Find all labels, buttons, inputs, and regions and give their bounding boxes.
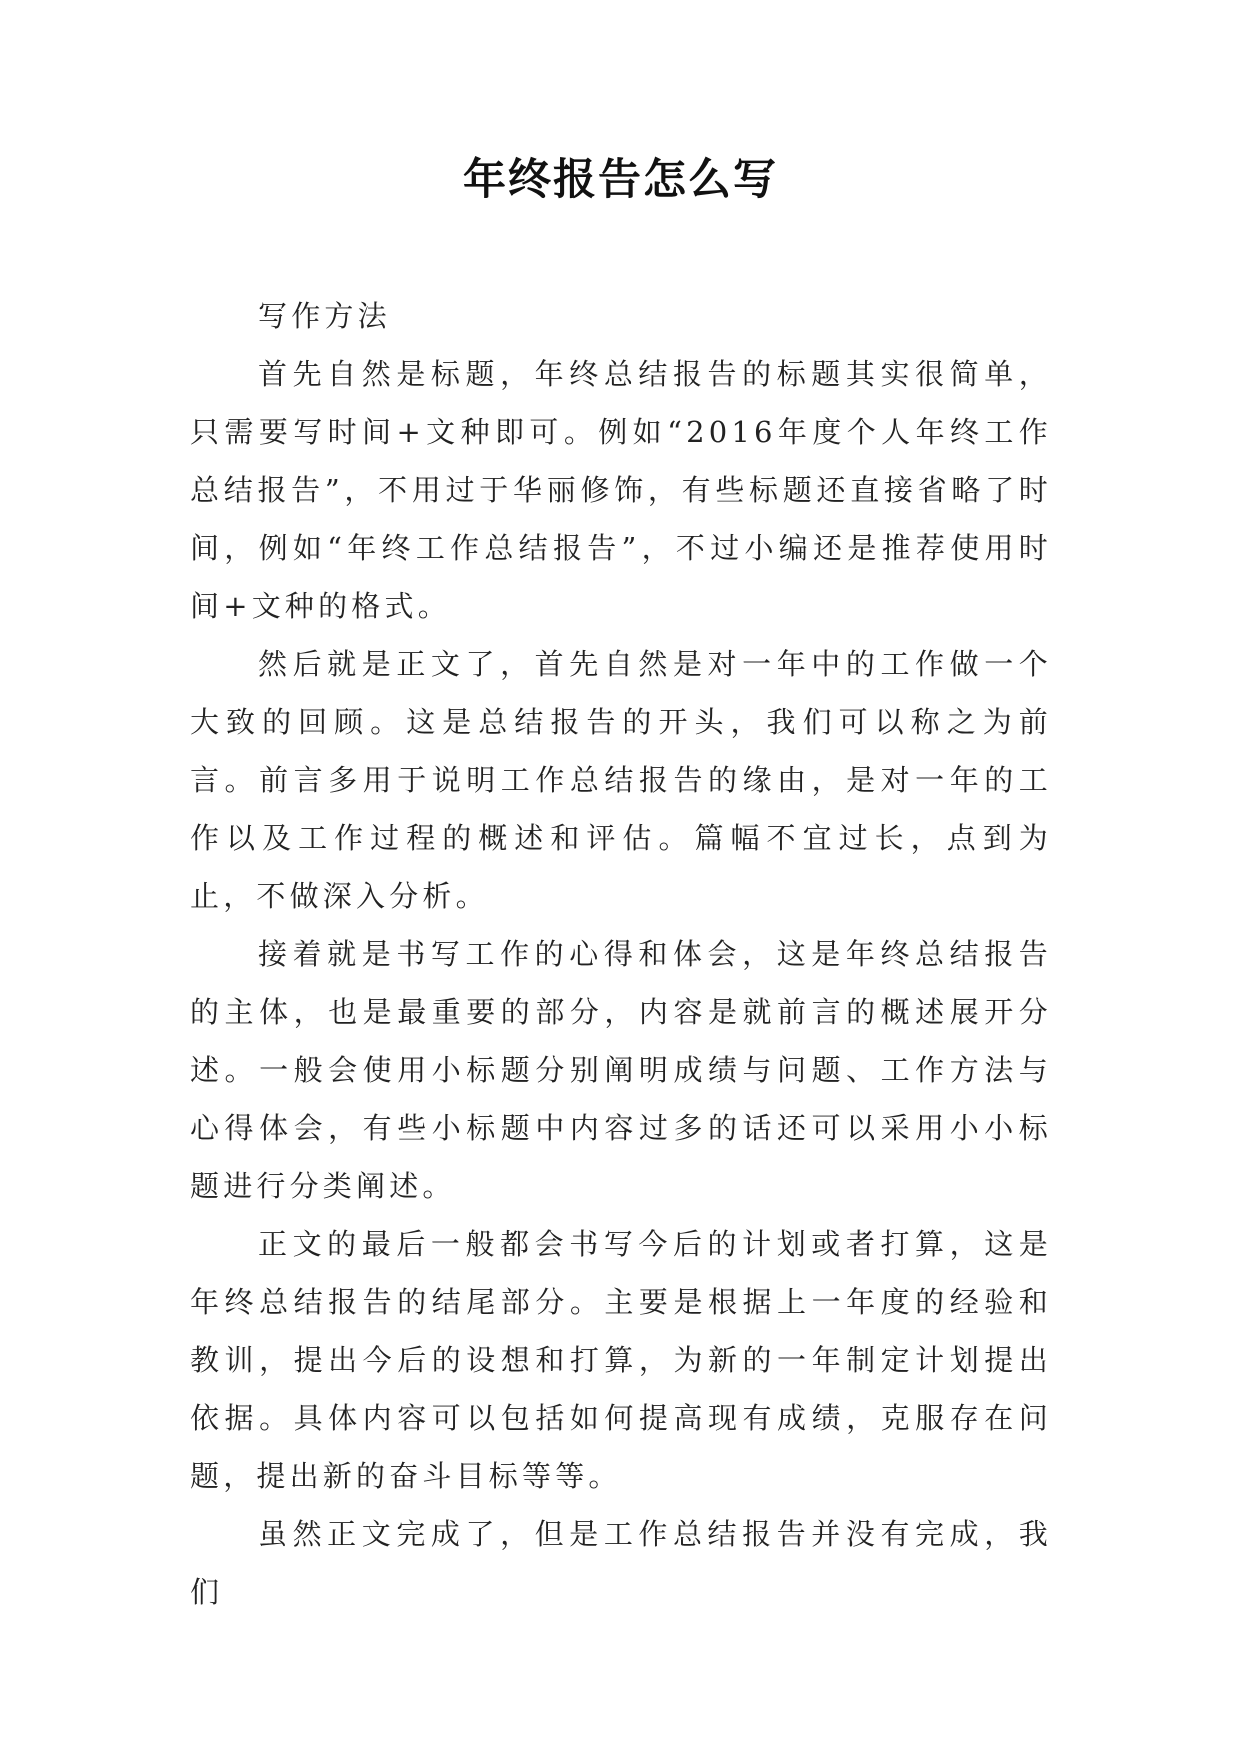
paragraph: 正文的最后一般都会书写今后的计划或者打算，这是年终总结报告的结尾部分。主要是根据上一年度的经验和教训，提出今后的设想和打算，为新的一年制定计划提出依据。具体内容可以包括如何提高现有成绩，克服存在问题，提出新的奋斗目标等等。 [190, 1227, 1052, 1493]
paragraph: 然后就是正文了，首先自然是对一年中的工作做一个大致的回顾。这是总结报告的开头，我们可以称之为前言。前言多用于说明工作总结报告的缘由，是对一年的工作以及工作过程的概述和评估。篇幅不宜过长，点到为止，不做深入分析。 [190, 647, 1052, 913]
document-title: 年终报告怎么写 [463, 155, 778, 205]
paragraph: 虽然正文完成了，但是工作总结报告并没有完成，我们 [190, 1517, 1052, 1609]
document-body [190, 287, 1052, 1621]
section-heading: 写作方法 [258, 299, 391, 333]
paragraph: 首先自然是标题，年终总结报告的标题其实很简单，只需要写时间+文种即可。例如“2016年度个人年终工作总结报告”，不用过于华丽修饰，有些标题还直接省略了时间，例如“年终工作总结报告”，不过小编还是推荐使用时间+文种的格式。 [190, 357, 1052, 623]
paragraph: 接着就是书写工作的心得和体会，这是年终总结报告的主体，也是最重要的部分，内容是就前言的概述展开分述。一般会使用小标题分别阐明成绩与问题、工作方法与心得体会，有些小标题中内容过多的话还可以采用小小标题进行分类阐述。 [190, 937, 1052, 1203]
